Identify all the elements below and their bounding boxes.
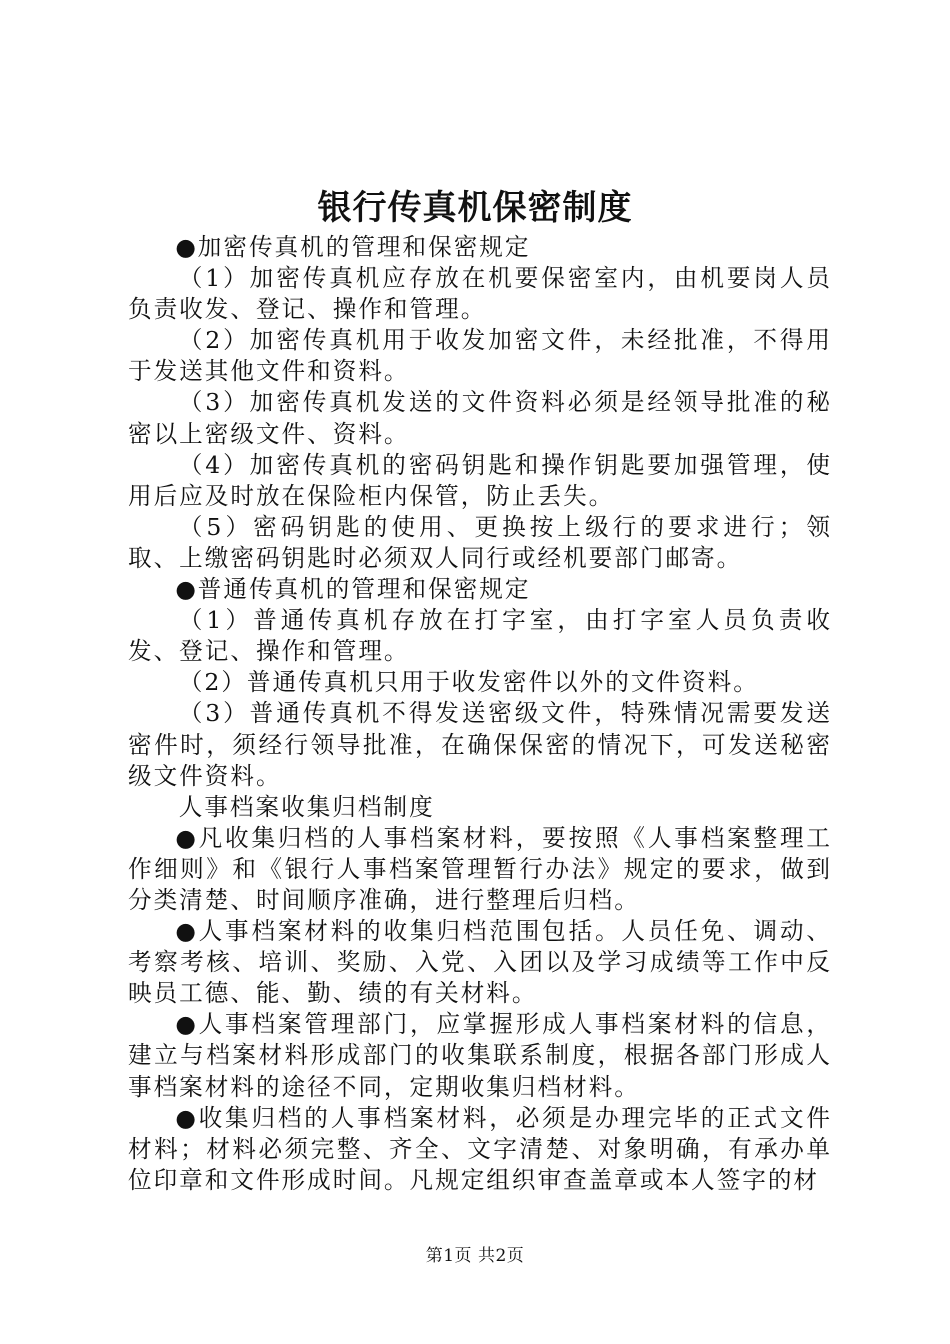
section-heading-encrypted-fax: ●加密传真机的管理和保密规定 <box>175 233 531 261</box>
page-number-footer: 第1页 共2页 <box>425 1246 525 1266</box>
paragraph: ●人事档案材料的收集归档范围包括。人员任免、调动、考察考核、培训、奖励、入党、入团以及学习成绩等工作中反映员工德、能、勤、绩的有关材料。 <box>128 917 832 1008</box>
paragraph: （5）密码钥匙的使用、更换按上级行的要求进行；领取、上缴密码钥匙时必须双人同行或经机要部门邮寄。 <box>128 512 832 572</box>
paragraph: （3）加密传真机发送的文件资料必须是经领导批准的秘密以上密级文件、资料。 <box>128 388 832 448</box>
paragraph: （2）普通传真机只用于收发密件以外的文件资料。 <box>178 668 759 697</box>
section-heading-personnel-archives: 人事档案收集归档制度 <box>178 792 435 821</box>
paragraph: （1）加密传真机应存放在机要保密室内，由机要岗人员负责收发、登记、操作和管理。 <box>128 264 832 324</box>
document-body <box>128 232 832 1196</box>
paragraph: （4）加密传真机的密码钥匙和操作钥匙要加强管理，使用后应及时放在保险柜内保管，防止丢失。 <box>128 450 832 510</box>
paragraph: （1）普通传真机存放在打字室，由打字室人员负责收发、登记、操作和管理。 <box>128 606 832 666</box>
paragraph: ●人事档案管理部门，应掌握形成人事档案材料的信息，建立与档案材料形成部门的收集联系制度，根据各部门形成人事档案材料的途径不同，定期收集归档材料。 <box>128 1010 832 1101</box>
paragraph: ●收集归档的人事档案材料，必须是办理完毕的正式文件材料；材料必须完整、齐全、文字清楚、对象明确，有承办单位印章和文件形成时间。凡规定组织审查盖章或本人签字的材 <box>128 1103 832 1194</box>
paragraph: （3）普通传真机不得发送密级文件，特殊情况需要发送密件时，须经行领导批准，在确保保密的情况下，可发送秘密级文件资料。 <box>128 699 832 790</box>
paragraph: ●凡收集归档的人事档案材料，要按照《人事档案整理工作细则》和《银行人事档案管理暂行办法》规定的要求，做到分类清楚、时间顺序准确，进行整理后归档。 <box>128 823 832 914</box>
paragraph: （2）加密传真机用于收发加密文件，未经批准，不得用于发送其他文件和资料。 <box>128 326 832 386</box>
section-heading-ordinary-fax: ●普通传真机的管理和保密规定 <box>175 575 531 604</box>
document-title: 银行传真机保密制度 <box>317 188 633 228</box>
